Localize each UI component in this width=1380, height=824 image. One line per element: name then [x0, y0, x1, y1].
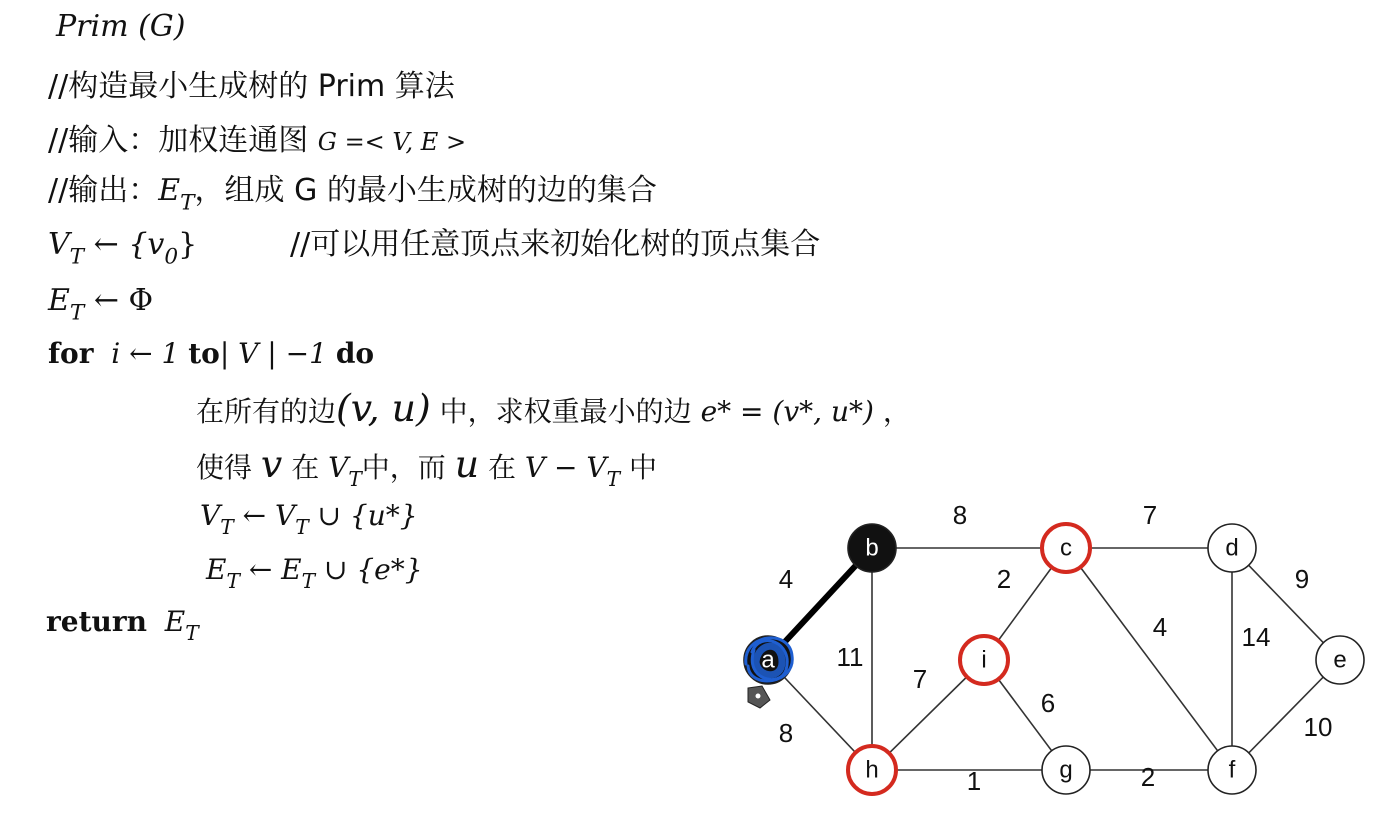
- node-i: [960, 636, 1008, 684]
- body-line1-pair: (v, u): [336, 386, 431, 430]
- edge-weight-c-d: 7: [1142, 500, 1158, 530]
- edge-weight-d-e: 9: [1294, 564, 1310, 594]
- pen-cursor-icon: [748, 686, 770, 708]
- body-line1-mid: 中，求权重最小的边: [439, 395, 692, 428]
- node-b: [848, 524, 896, 572]
- comment-output-sub: T: [180, 190, 195, 216]
- comment-output-text: ，组成 G 的最小生成树的边的集合: [194, 173, 657, 208]
- body-line2-vt-sub: T: [348, 467, 362, 492]
- edge-weight-g-h: 1: [966, 766, 982, 796]
- edge-weight-d-f: 14: [1241, 622, 1271, 652]
- node-g: [1042, 746, 1090, 794]
- loop-bound: | V | −1: [219, 337, 327, 370]
- edge-weight-h-i: 7: [912, 664, 928, 694]
- edge-weight-a-h: 8: [778, 718, 794, 748]
- init-vt-rhs-close: }: [178, 227, 198, 262]
- update-et-lhs-sub: T: [226, 569, 240, 594]
- pen-cursor-dot: [756, 694, 761, 699]
- edge-weight-c-i: 2: [996, 564, 1012, 594]
- return-var: E: [164, 605, 186, 638]
- loop-for-keyword: for: [48, 337, 94, 370]
- comment-output-label: //输出：: [48, 173, 159, 208]
- init-vt-arrow: ←: [93, 227, 119, 262]
- node-label-i: i: [981, 646, 987, 674]
- update-vt-lhs: V: [200, 499, 221, 532]
- node-label-d: d: [1225, 534, 1239, 562]
- body-line1-end: ，: [882, 395, 911, 428]
- node-label-e: e: [1333, 646, 1347, 674]
- return-keyword: return: [46, 605, 147, 638]
- update-vt-mid: ← V: [242, 499, 296, 532]
- edge-weight-f-g: 2: [1140, 762, 1156, 792]
- body-line2-v: v: [260, 442, 283, 486]
- body-line2-u: u: [454, 442, 480, 486]
- body-line2-mid: 中，而: [361, 451, 446, 484]
- node-label-f: f: [1228, 756, 1236, 784]
- update-et-mid-sub: T: [301, 569, 316, 594]
- body-line1-pre: 在所有的边: [196, 395, 337, 428]
- update-et-rhs: ∪ {e*}: [323, 553, 423, 586]
- comment-purpose: //构造最小生成树的 Prim 算法: [48, 69, 455, 104]
- update-vt-rhs: ∪ {u*}: [317, 499, 418, 532]
- body-line2-set: V − V: [524, 451, 607, 484]
- body-line2-in2: 在: [487, 451, 516, 484]
- body-line1-formula: e* = (v*, u*): [700, 395, 874, 428]
- init-et-rhs: ← Φ: [93, 283, 154, 318]
- init-vt-comment: //可以用任意顶点来初始化树的顶点集合: [290, 227, 821, 262]
- node-f: [1208, 746, 1256, 794]
- update-et-mid: ← E: [248, 553, 302, 586]
- return-sub: T: [185, 621, 199, 646]
- comment-input-formula: G =< V, E >: [317, 128, 467, 156]
- init-vt-rhs-sub: 0: [164, 244, 179, 270]
- loop-do-keyword: do: [335, 337, 375, 370]
- init-et-lhs-sub: T: [69, 300, 85, 326]
- body-line2-vt: V: [328, 451, 349, 484]
- node-c: [1042, 524, 1090, 572]
- node-label-g: g: [1059, 756, 1073, 784]
- node-d: [1208, 524, 1256, 572]
- edge-weight-c-f: 4: [1152, 612, 1168, 642]
- comment-input-label: //输入：加权连通图: [48, 123, 309, 158]
- edge-weight-a-b: 4: [778, 564, 794, 594]
- node-label-a: a: [761, 646, 775, 674]
- node-label-c: c: [1060, 534, 1072, 562]
- edge-weight-b-h: 11: [836, 642, 864, 672]
- init-vt-rhs: {v: [128, 227, 165, 262]
- body-line2-in1: 在: [291, 451, 320, 484]
- body-line2-end: 中: [628, 451, 657, 484]
- update-vt-lhs-sub: T: [220, 515, 234, 540]
- node-e: [1316, 636, 1364, 684]
- edge-weight-b-c: 8: [952, 500, 968, 530]
- edge-c-f: [1066, 548, 1232, 770]
- body-line2-set-sub: T: [606, 467, 621, 492]
- init-et-lhs: E: [48, 283, 70, 318]
- comment-output-var: E: [158, 173, 181, 208]
- body-line2-pre: 使得: [196, 451, 253, 484]
- algorithm-title: Prim (G): [56, 9, 186, 44]
- node-h: [848, 746, 896, 794]
- update-et-lhs: E: [206, 553, 227, 586]
- edge-weight-e-f: 10: [1303, 712, 1333, 742]
- update-vt-mid-sub: T: [295, 515, 309, 540]
- init-vt-lhs: V: [48, 227, 70, 262]
- edge-weight-g-i: 6: [1040, 688, 1056, 718]
- loop-mid: i ← 1: [111, 337, 180, 370]
- loop-to-keyword: to: [188, 337, 220, 370]
- node-label-h: h: [865, 756, 879, 784]
- init-vt-lhs-sub: T: [69, 244, 85, 270]
- node-label-b: b: [865, 534, 879, 562]
